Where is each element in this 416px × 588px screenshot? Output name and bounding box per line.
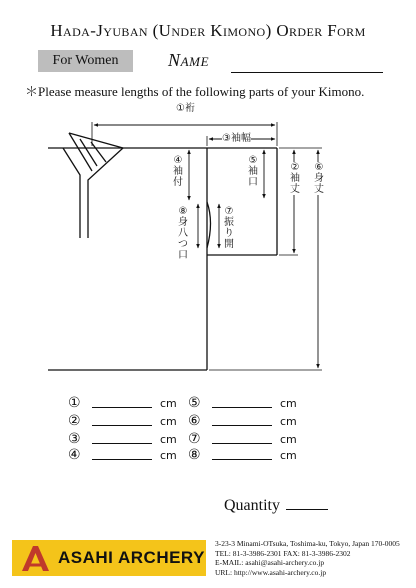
measure-label-7: ⑦振り開 bbox=[224, 206, 234, 250]
measurement-field-6[interactable] bbox=[188, 412, 297, 430]
phone-fax: TEL: 81-3-3986-2301 FAX: 81-3-3986-2302 bbox=[215, 548, 351, 558]
quantity-label: Quantity bbox=[224, 497, 280, 514]
brand-logo bbox=[12, 540, 206, 576]
field-blank[interactable] bbox=[212, 425, 272, 426]
measure-label-8: ⑧身八つ口 bbox=[178, 206, 188, 261]
measurement-field-1[interactable] bbox=[68, 394, 177, 412]
field-blank[interactable] bbox=[92, 459, 152, 460]
measure-label-1: ①裄 bbox=[176, 103, 195, 114]
category-badge: For Women bbox=[38, 50, 133, 72]
measure-label-5: ⑤袖口 bbox=[248, 155, 258, 188]
name-label: Name bbox=[168, 50, 210, 70]
field-unit: cm bbox=[280, 415, 297, 428]
logo-text: ASAHI ARCHERY bbox=[58, 548, 205, 567]
measure-label-4: ④袖付 bbox=[173, 155, 183, 188]
measurement-field-8[interactable] bbox=[188, 446, 297, 464]
field-unit: cm bbox=[160, 449, 177, 462]
address: 3-23-3 Minami-OTsuka, Toshima-ku, Tokyo, Japan 170-0005 bbox=[215, 539, 400, 548]
field-unit: cm bbox=[160, 433, 177, 446]
form-title: Hada-Jyuban (Under Kimono) Order Form bbox=[50, 21, 366, 40]
field-number: ④ bbox=[68, 447, 81, 463]
field-blank[interactable] bbox=[212, 443, 272, 444]
measurement-field-4[interactable] bbox=[68, 446, 177, 464]
instruction-text: ＊Please measure lengths of the following parts of your Kimono. bbox=[25, 84, 365, 99]
field-number: ⑧ bbox=[188, 447, 201, 463]
field-blank[interactable] bbox=[212, 459, 272, 460]
field-unit: cm bbox=[160, 397, 177, 410]
quantity-input-line[interactable] bbox=[286, 509, 328, 510]
field-number: ⑦ bbox=[188, 431, 201, 447]
field-blank[interactable] bbox=[92, 425, 152, 426]
field-unit: cm bbox=[280, 397, 297, 410]
collar-inner-2 bbox=[80, 139, 97, 166]
quantity-row bbox=[224, 497, 328, 515]
measure-label-3: ③袖幅 bbox=[222, 133, 251, 144]
field-number: ① bbox=[68, 395, 81, 411]
measure-label-6: ⑥身丈 bbox=[314, 162, 324, 195]
field-number: ② bbox=[68, 413, 81, 429]
website-url: URL: http://www.asahi-archery.co.jp bbox=[215, 567, 327, 577]
field-blank[interactable] bbox=[92, 407, 152, 408]
measurement-field-2[interactable] bbox=[68, 412, 177, 430]
field-number: ⑥ bbox=[188, 413, 201, 429]
contact-block bbox=[215, 539, 400, 577]
collar-left bbox=[63, 148, 80, 238]
field-number: ③ bbox=[68, 431, 81, 447]
field-blank[interactable] bbox=[92, 443, 152, 444]
field-unit: cm bbox=[160, 415, 177, 428]
field-unit: cm bbox=[280, 449, 297, 462]
field-unit: cm bbox=[280, 433, 297, 446]
field-number: ⑤ bbox=[188, 395, 201, 411]
measurement-field-5[interactable] bbox=[188, 394, 297, 412]
field-blank[interactable] bbox=[212, 407, 272, 408]
archery-logo-icon bbox=[18, 543, 52, 573]
measure-label-2: ②袖丈 bbox=[290, 162, 300, 195]
email: E-MAIL: asahi@asahi-archery.co.jp bbox=[215, 558, 325, 567]
